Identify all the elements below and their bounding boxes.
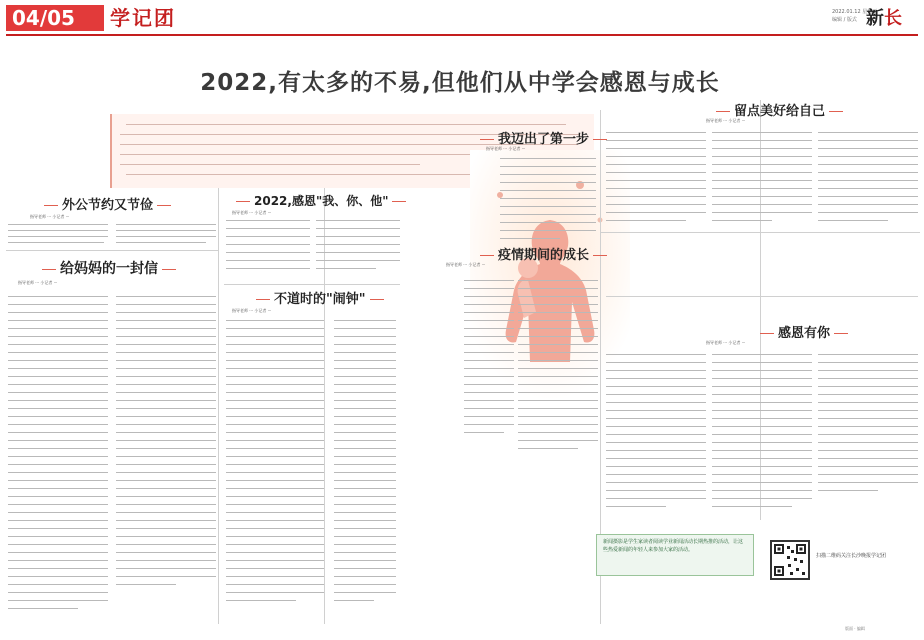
promo-text: 新闻摄影是学生家读者阅读学业新闻活动长期热推的活动，让这些热爱新闻的年轻人来参加大家的活动。 bbox=[603, 539, 744, 553]
byline-1: 指导老师 ··· 小记者 ··· bbox=[30, 214, 70, 219]
qr-caption: 扫描二维码关注长沙晚报学记团 bbox=[816, 553, 887, 559]
byline-3: 指导老师 ··· 小记者 ··· bbox=[232, 210, 272, 215]
article-body-3 bbox=[226, 218, 402, 280]
issue-date: 2022.01.12 星期三 bbox=[832, 9, 878, 15]
byline-5: 指导老师 ··· 小记者 ··· bbox=[486, 146, 526, 151]
header-rule bbox=[6, 34, 918, 36]
article-title-5: 我迈出了第一步 bbox=[476, 128, 611, 147]
masthead-red: 长 bbox=[884, 8, 902, 29]
article-body-8 bbox=[606, 352, 920, 532]
masthead-logo bbox=[866, 4, 902, 30]
section-name: 学记团 bbox=[110, 6, 176, 30]
article-title-3: 2022,感恩"我、你、他" bbox=[232, 192, 410, 209]
article-title-2: 给妈妈的一封信 bbox=[38, 258, 180, 278]
article-body-7 bbox=[606, 130, 920, 230]
article-title-7: 留点美好给自己 bbox=[712, 100, 847, 119]
byline-7: 指导老师 ··· 小记者 ··· bbox=[706, 118, 746, 123]
main-headline: 2022,有太多的不易,但他们从中学会感恩与成长 bbox=[200, 70, 720, 96]
article-title-6: 疫情期间的成长 bbox=[476, 244, 611, 263]
byline-6: 指导老师 ··· 小记者 ··· bbox=[446, 262, 486, 267]
qr-pattern-icon bbox=[772, 542, 808, 578]
article-body-5 bbox=[410, 156, 598, 246]
byline-4: 指导老师 ··· 小记者 ··· bbox=[232, 308, 272, 313]
article-title-1: 外公节约又节俭 bbox=[40, 194, 175, 213]
section-tag: 04/05 bbox=[6, 5, 104, 31]
promo-box bbox=[596, 534, 754, 576]
masthead-black: 新 bbox=[866, 8, 884, 29]
article-body-6 bbox=[404, 276, 600, 476]
qr-code[interactable] bbox=[770, 540, 810, 580]
page-footer: 版面 · 编辑 bbox=[845, 626, 865, 631]
issue-editor: 编辑 / 版式 bbox=[832, 17, 857, 23]
byline-2: 指导老师 ··· 小记者 ··· bbox=[18, 280, 58, 285]
article-body-1 bbox=[8, 222, 218, 248]
article-title-8: 感恩有你 bbox=[756, 322, 852, 341]
page-header bbox=[0, 0, 924, 34]
article-body-2 bbox=[8, 292, 218, 622]
article-title-4: 不道时的"闹钟" bbox=[252, 288, 388, 307]
byline-8: 指导老师 ··· 小记者 ··· bbox=[706, 340, 746, 345]
